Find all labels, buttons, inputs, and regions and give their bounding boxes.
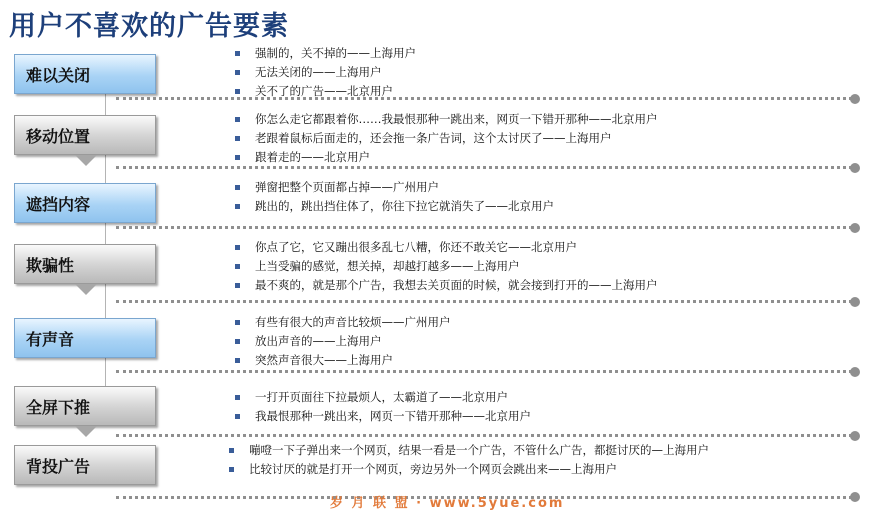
list-item: 跳出的，跳出挡住体了，你往下拉它就消失了——北京用户 bbox=[233, 197, 554, 216]
label-pointer bbox=[75, 284, 97, 295]
category-label-deceptive: 欺骗性 bbox=[14, 244, 156, 284]
list-item: 无法关闭的——上海用户 bbox=[233, 63, 416, 82]
list-item: 老跟着鼠标后面走的，还会拖一条广告词，这个太讨厌了——上海用户 bbox=[233, 129, 658, 148]
list-item: 一打开页面往下拉最烦人，太霸道了——北京用户 bbox=[233, 388, 531, 407]
list-item: 最不爽的，就是那个广告，我想去关页面的时候，就会接到打开的——上海用户 bbox=[233, 276, 658, 295]
separator-end-dot bbox=[850, 367, 860, 377]
list-item: 跟着走的——北京用户 bbox=[233, 148, 658, 167]
list-item: 嘣噔一下子弹出来一个网页，结果一看是一个广告，不管什么广告，都挺讨厌的—上海用户 bbox=[227, 441, 709, 460]
separator-dots bbox=[116, 166, 852, 169]
category-items-pop-under-ads bbox=[227, 441, 709, 479]
list-item: 突然声音很大——上海用户 bbox=[233, 351, 451, 370]
category-label-full-screen-push: 全屏下推 bbox=[14, 386, 156, 426]
category-items-moving-position bbox=[233, 110, 658, 167]
category-items-deceptive bbox=[233, 238, 658, 295]
category-label-pop-under-ads: 背投广告 bbox=[14, 445, 156, 485]
separator-end-dot bbox=[850, 163, 860, 173]
category-label-blocking-content: 遮挡内容 bbox=[14, 183, 156, 223]
page-title: 用户不喜欢的广告要素 bbox=[9, 11, 289, 42]
separator-dots bbox=[116, 226, 852, 229]
separator-dots bbox=[116, 300, 852, 303]
separator-end-dot bbox=[850, 492, 860, 502]
list-item: 弹窗把整个页面都占掉——广州用户 bbox=[233, 178, 554, 197]
category-label-hard-to-close: 难以关闭 bbox=[14, 54, 156, 94]
category-items-has-sound bbox=[233, 313, 451, 370]
list-item: 放出声音的——上海用户 bbox=[233, 332, 451, 351]
list-item: 有些有很大的声音比较烦——广州用户 bbox=[233, 313, 451, 332]
separator-end-dot bbox=[850, 297, 860, 307]
category-items-hard-to-close bbox=[233, 44, 416, 101]
category-items-full-screen-push bbox=[233, 388, 531, 426]
label-pointer bbox=[75, 155, 97, 166]
watermark: 岁 月 联 盟 · www.5yue.com bbox=[330, 496, 565, 511]
label-pointer bbox=[75, 426, 97, 437]
category-label-has-sound: 有声音 bbox=[14, 318, 156, 358]
separator-dots bbox=[116, 370, 852, 373]
separator-end-dot bbox=[850, 431, 860, 441]
list-item: 比较讨厌的就是打开一个网页，旁边另外一个网页会跳出来——上海用户 bbox=[227, 460, 709, 479]
list-item: 你怎么走它都跟着你……我最恨那种一跳出来，网页一下错开那种——北京用户 bbox=[233, 110, 658, 129]
category-label-moving-position: 移动位置 bbox=[14, 115, 156, 155]
separator-dots bbox=[116, 97, 852, 100]
category-items-blocking-content bbox=[233, 178, 554, 216]
separator-end-dot bbox=[850, 223, 860, 233]
separator-end-dot bbox=[850, 94, 860, 104]
list-item: 你点了它，它又蹦出很多乱七八糟，你还不敢关它——北京用户 bbox=[233, 238, 658, 257]
list-item: 强制的，关不掉的——上海用户 bbox=[233, 44, 416, 63]
list-item: 上当受骗的感觉，想关掉，却越打越多——上海用户 bbox=[233, 257, 658, 276]
separator-dots bbox=[116, 434, 852, 437]
list-item: 关不了的广告——北京用户 bbox=[233, 82, 416, 101]
list-item: 我最恨那种一跳出来，网页一下错开那种——北京用户 bbox=[233, 407, 531, 426]
